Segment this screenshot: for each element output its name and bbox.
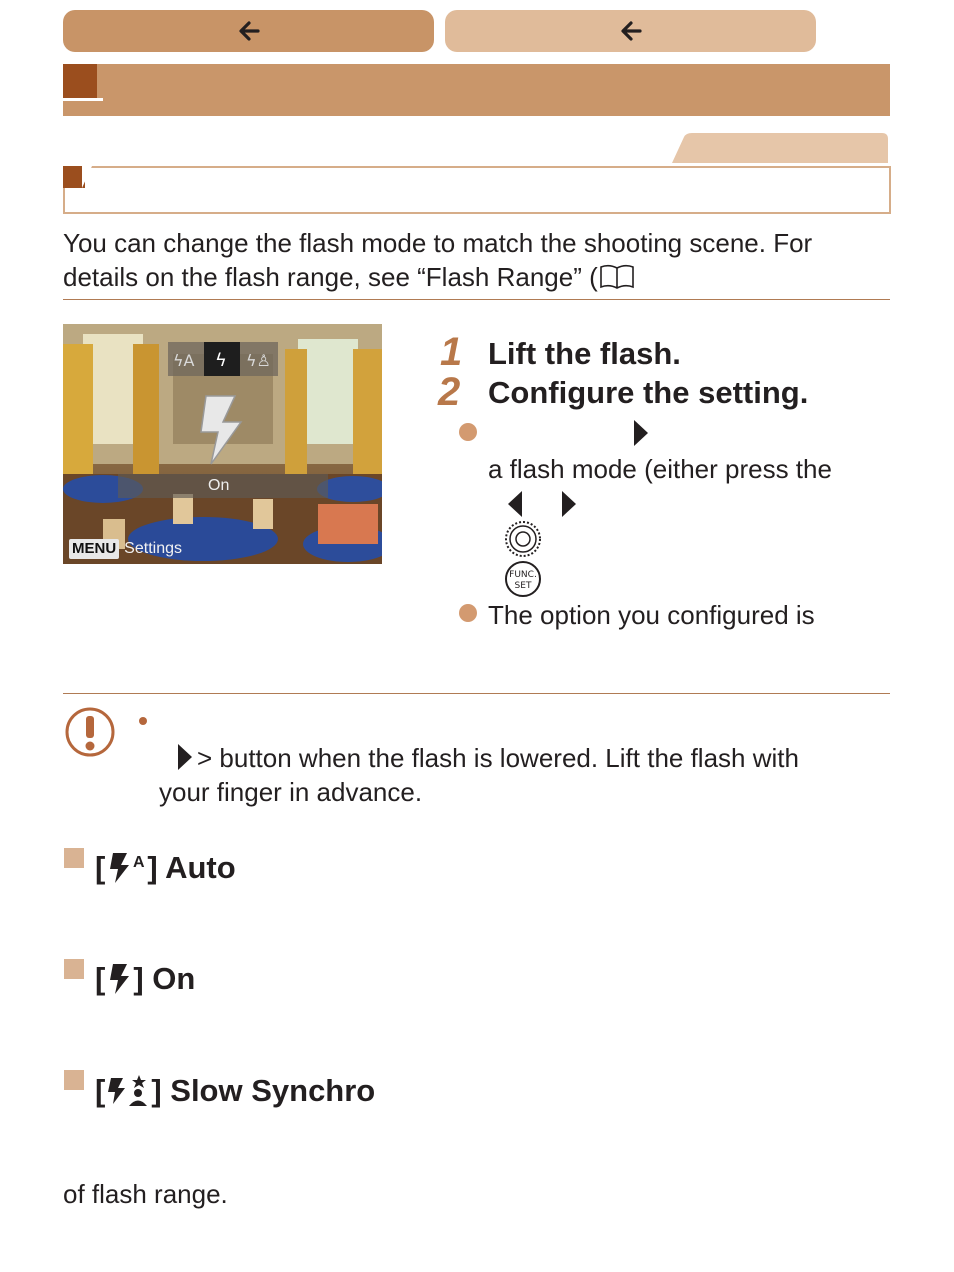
bracket-open: [ bbox=[95, 961, 106, 996]
mode-label-on: ] On bbox=[133, 961, 196, 996]
svg-text:SET: SET bbox=[514, 581, 532, 591]
subsection-corner bbox=[82, 166, 92, 188]
left-arrow-button-icon bbox=[507, 491, 523, 517]
mode-tab-shape bbox=[672, 133, 888, 163]
svg-text:FUNC.: FUNC. bbox=[509, 570, 537, 580]
intro-divider bbox=[63, 299, 890, 300]
right-arrow-button-icon bbox=[633, 420, 649, 446]
step-title-1: Lift the flash. bbox=[488, 336, 681, 371]
step-title-2: Configure the setting. bbox=[488, 375, 809, 410]
subheading-square bbox=[64, 1068, 86, 1090]
caution-divider bbox=[63, 693, 890, 694]
flash-auto-icon bbox=[105, 851, 147, 885]
caution-line-1: > button when the flash is lowered. Lift the flash with bbox=[197, 743, 799, 773]
subheading-square bbox=[64, 846, 86, 868]
flash-mode-label: On bbox=[208, 477, 230, 494]
section-header-bar bbox=[63, 64, 890, 116]
right-arrow-button-icon bbox=[561, 491, 577, 517]
section-header-divider bbox=[63, 98, 103, 101]
flash-mode-instruction: a flash mode (either press the bbox=[488, 454, 832, 484]
settings-label: Settings bbox=[124, 540, 182, 557]
option-configured-text: The option you configured is bbox=[488, 600, 815, 630]
svg-text:ϟ: ϟ bbox=[215, 350, 227, 371]
caution-bullet bbox=[139, 717, 147, 725]
arrow-left-icon bbox=[238, 20, 260, 42]
book-reference-icon bbox=[599, 264, 635, 290]
intro-line-2 bbox=[63, 260, 893, 294]
caution-icon bbox=[64, 706, 116, 758]
svg-text:A: A bbox=[133, 854, 145, 871]
restaurant-scene bbox=[63, 324, 382, 564]
mode-label-slow-synchro: ] Slow Synchro bbox=[151, 1073, 376, 1108]
mode-heading-slow-synchro bbox=[95, 1073, 375, 1109]
bracket-open: [ bbox=[95, 850, 106, 885]
mode-heading-on bbox=[95, 961, 195, 997]
intro-paragraph bbox=[63, 226, 893, 294]
bullet bbox=[459, 423, 477, 441]
caution-line-2: your finger in advance. bbox=[159, 777, 423, 807]
bullet bbox=[459, 604, 477, 622]
svg-text:ϟA: ϟA bbox=[173, 351, 195, 370]
section-header-square bbox=[63, 64, 97, 98]
bracket-open: [ bbox=[95, 1073, 106, 1108]
mode-heading-auto bbox=[95, 850, 236, 886]
flash-on-icon bbox=[105, 962, 133, 996]
subheading-square bbox=[64, 957, 86, 979]
menu-settings-bar bbox=[69, 538, 182, 560]
nav-back-tab-2[interactable] bbox=[445, 10, 816, 52]
camera-screen-image bbox=[63, 324, 382, 564]
step-number-1: 1 bbox=[440, 330, 463, 374]
nav-back-tab-1[interactable] bbox=[63, 10, 434, 52]
menu-button-label: MENU bbox=[69, 539, 119, 559]
footer-text: of flash range. bbox=[63, 1179, 228, 1209]
step-number-2: 2 bbox=[438, 370, 461, 414]
slow-synchro-icon bbox=[105, 1074, 151, 1108]
mode-label-auto: ] Auto bbox=[147, 850, 236, 885]
intro-line-2-text: details on the flash range, see “Flash Range” ( bbox=[63, 262, 598, 292]
arrow-left-icon bbox=[620, 20, 642, 42]
right-arrow-button-icon bbox=[177, 744, 193, 770]
intro-line-1: You can change the flash mode to match the shooting scene. For bbox=[63, 228, 813, 258]
subsection-header-box bbox=[63, 166, 891, 214]
svg-text:ϟ♙: ϟ♙ bbox=[246, 351, 271, 370]
control-dial-icon bbox=[504, 520, 542, 558]
func-set-button-icon bbox=[504, 560, 542, 598]
